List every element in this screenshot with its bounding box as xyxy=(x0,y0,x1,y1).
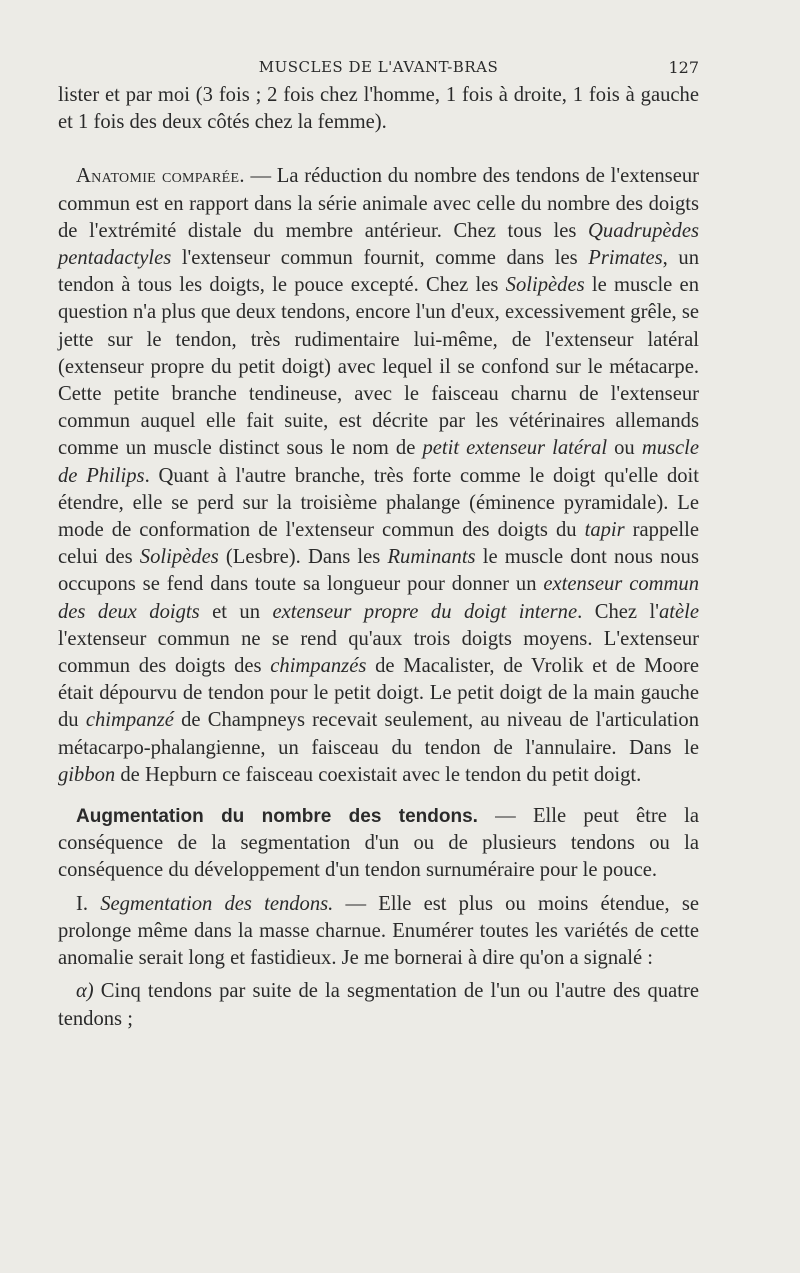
section-heading-anatomie-comparee: Anatomie comparée. xyxy=(76,165,245,188)
text-run: et un xyxy=(199,600,273,623)
text-run: — La réduction du nombre des tendons de l'extenseur commun est en rapport dans la série animale avec celle du nombre des doigts de l'extrémité distale du membre antérieur. Chez tous les xyxy=(58,165,699,242)
section-heading-augmentation: Augmentation du nombre des tendons. xyxy=(76,806,478,828)
subsection-heading-segmentation: Segmentation des tendons. xyxy=(100,892,334,915)
text-run: . Quant à l'autre branche, très forte comme le doigt qu'elle doit étendre, elle se perd sur la troisième phalange (éminence pyramidale). Le mode de conformation de l'extenseur commun des doigts du xyxy=(58,464,699,542)
paragraph-continuation: lister et par moi (3 fois ; 2 fois chez l'homme, 1 fois à droite, 1 fois à gauche et 1 fois des deux côtés chez la femme). xyxy=(58,84,699,134)
running-head: MUSCLES DE L'AVANT-BRAS xyxy=(258,58,499,76)
italic-term: gibbon xyxy=(58,763,116,786)
text-run: de Champneys recevait seulement, au niveau de l'articulation métacarpo-phalangienne, un faisceau du tendon de l'annulaire. Dans le xyxy=(58,709,700,759)
italic-term: Solipèdes xyxy=(139,546,219,569)
paragraph-anatomie-comparee xyxy=(58,163,699,789)
italic-term: Primates xyxy=(588,247,663,270)
text-run: rappelle celui des xyxy=(58,519,699,569)
italic-term: muscle de Philips xyxy=(58,437,700,487)
italic-term: chimpanzés xyxy=(270,655,367,678)
text-run: — Elle peut être la conséquence de la segmentation d'un ou de plusieurs tendons ou la conséquence du développement d'un tendon surnuméraire pour le pouce. xyxy=(58,805,699,882)
text-run: de Hepburn ce faisceau coexistait avec le tendon du petit doigt. xyxy=(115,763,642,786)
paragraph-segmentation xyxy=(58,891,699,973)
text-run: . Chez l' xyxy=(577,600,659,623)
text-run: l'extenseur commun fournit, comme dans les xyxy=(171,247,589,270)
text-run: le muscle dont nous nous occupons se fend dans toute sa longueur pour donner un xyxy=(58,546,699,596)
text-run: l'extenseur commun ne se rend qu'aux trois doigts moyens. L'extenseur commun des doigts des xyxy=(58,627,699,678)
text-run: de Macalister, de Vrolik et de Moore était dépourvu de tendon pour le petit doigt. Le petit doigt de la main gauche du xyxy=(58,655,699,732)
list-marker-alpha: α) xyxy=(76,980,94,1003)
list-numeral: I. xyxy=(76,892,101,915)
book-page xyxy=(58,52,699,1033)
page-number: 127 xyxy=(668,58,699,77)
paragraph-augmentation xyxy=(58,803,699,885)
text-run: Cinq tendons par suite de la segmentation de l'un ou l'autre des quatre tendons ; xyxy=(58,980,699,1030)
italic-term: Solipèdes xyxy=(505,274,585,297)
italic-term: tapir xyxy=(584,519,625,542)
italic-term: extenseur commun des deux doigts xyxy=(58,573,699,623)
page-header xyxy=(58,52,699,82)
text-run: ou xyxy=(607,437,642,460)
italic-term: petit extenseur latéral xyxy=(422,437,608,460)
text-run: , un tendon à tous les doigts, le pouce excepté. Chez les xyxy=(58,247,699,297)
italic-term: Ruminants xyxy=(387,546,476,569)
italic-term: extenseur propre du doigt interne xyxy=(272,600,578,623)
text-run: — Elle est plus ou moins étendue, se prolonge même dans la masse charnue. Enumérer toutes les variétés de cette anomalie serait long et fastidieux. Je me bornerai à dire qu'on a signalé : xyxy=(58,892,699,970)
italic-term: atèle xyxy=(658,600,699,623)
italic-term: chimpanzé xyxy=(85,709,174,732)
paragraph-list-item-alpha xyxy=(58,978,699,1032)
italic-term: Quadrupèdes pentadactyles xyxy=(58,219,699,270)
text-run: (Lesbre). Dans les xyxy=(218,546,388,569)
text-run: le muscle en question n'a plus que deux tendons, encore l'un d'eux, excessivement grêle, se jette sur le tendon, très rudimentaire lui-même, de l'extenseur latéral (extenseur propre du petit doigt) avec lequel il se confond sur le métacarpe. Cette petite branche tendineuse, avec le faisceau charnu de l'extenseur commun auquel elle fait suite, est décrite par les vétérinaires allemands comme un muscle distinct sous le nom de xyxy=(58,274,699,460)
